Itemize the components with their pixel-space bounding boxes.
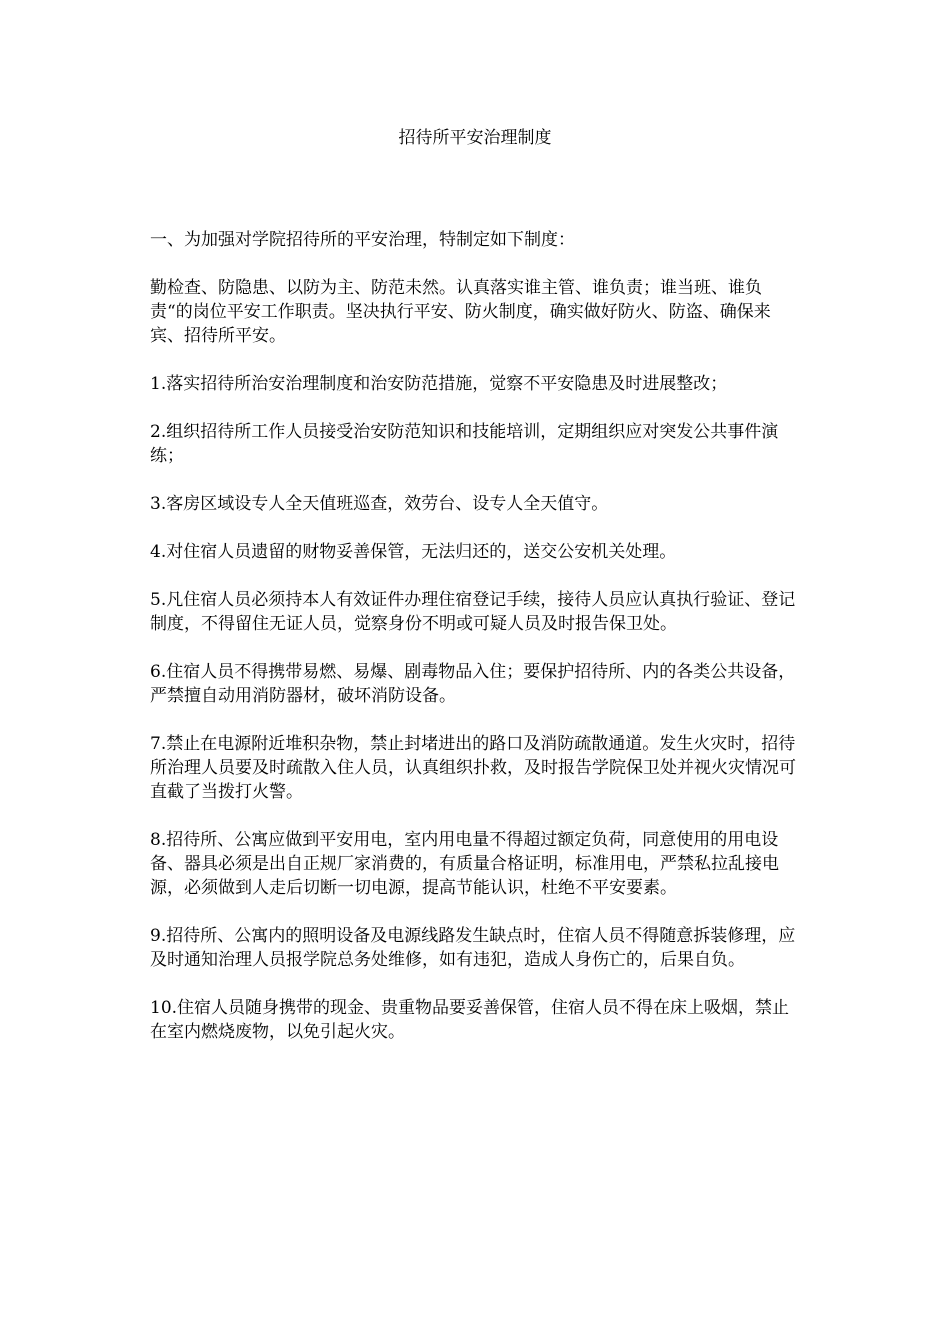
paragraph-rule-9: 9.招待所、公寓内的照明设备及电源线路发生缺点时，住宿人员不得随意拆装修理，应及时通知治理人员报学院总务处维修，如有违犯，造成人身伤亡的，后果自负。 xyxy=(150,926,796,970)
paragraph-rule-5: 5.凡住宿人员必须持本人有效证件办理住宿登记手续，接待人员应认真执行验证、登记制度，不得留住无证人员，觉察身份不明或可疑人员及时报告保卫处。 xyxy=(150,590,796,634)
paragraph-rule-2: 2.组织招待所工作人员接受治安防范知识和技能培训，定期组织应对突发公共事件演练； xyxy=(150,422,779,466)
paragraph-rule-10: 10.住宿人员随身携带的现金、贵重物品要妥善保管，住宿人员不得在床上吸烟，禁止在室内燃烧废物，以免引起火灾。 xyxy=(150,998,790,1042)
paragraph-rule-1: 1.落实招待所治安治理制度和治安防范措施，觉察不平安隐患及时进展整改； xyxy=(150,374,728,394)
document-body xyxy=(150,228,800,1068)
paragraph-intro: 一、为加强对学院招待所的平安治理，特制定如下制度： xyxy=(150,230,575,250)
paragraph-rule-7: 7.禁止在电源附近堆积杂物，禁止封堵进出的路口及消防疏散通道。发生火灾时，招待所治理人员要及时疏散入住人员，认真组织扑救，及时报告学院保卫处并视火灾情况可直截了当拨打火警。 xyxy=(150,734,796,802)
document-title: 招待所平安治理制度 xyxy=(398,128,552,148)
paragraph-rule-3: 3.客房区域设专人全天值班巡查，效劳台、设专人全天值守。 xyxy=(150,494,609,514)
paragraph-rule-8: 8.招待所、公寓应做到平安用电，室内用电量不得超过额定负荷，同意使用的用电设备、器具必须是出自正规厂家消费的，有质量合格证明，标准用电，严禁私拉乱接电源，必须做到人走后切断一切电源，提高节能认识，杜绝不平安要素。 xyxy=(150,830,779,898)
paragraph-rule-4: 4.对住宿人员遗留的财物妥善保管，无法归还的，送交公安机关处理。 xyxy=(150,542,677,562)
paragraph-rule-6: 6.住宿人员不得携带易燃、易爆、剧毒物品入住；要保护招待所、内的各类公共设备，严禁擅自动用消防器材，破坏消防设备。 xyxy=(150,662,796,706)
paragraph-principles: 勤检查、防隐患、以防为主、防范未然。认真落实谁主管、谁负责；谁当班、谁负责“的岗位平安工作职责。坚决执行平安、防火制度，确实做好防火、防盗、确保来宾、招待所平安。 xyxy=(150,278,771,346)
